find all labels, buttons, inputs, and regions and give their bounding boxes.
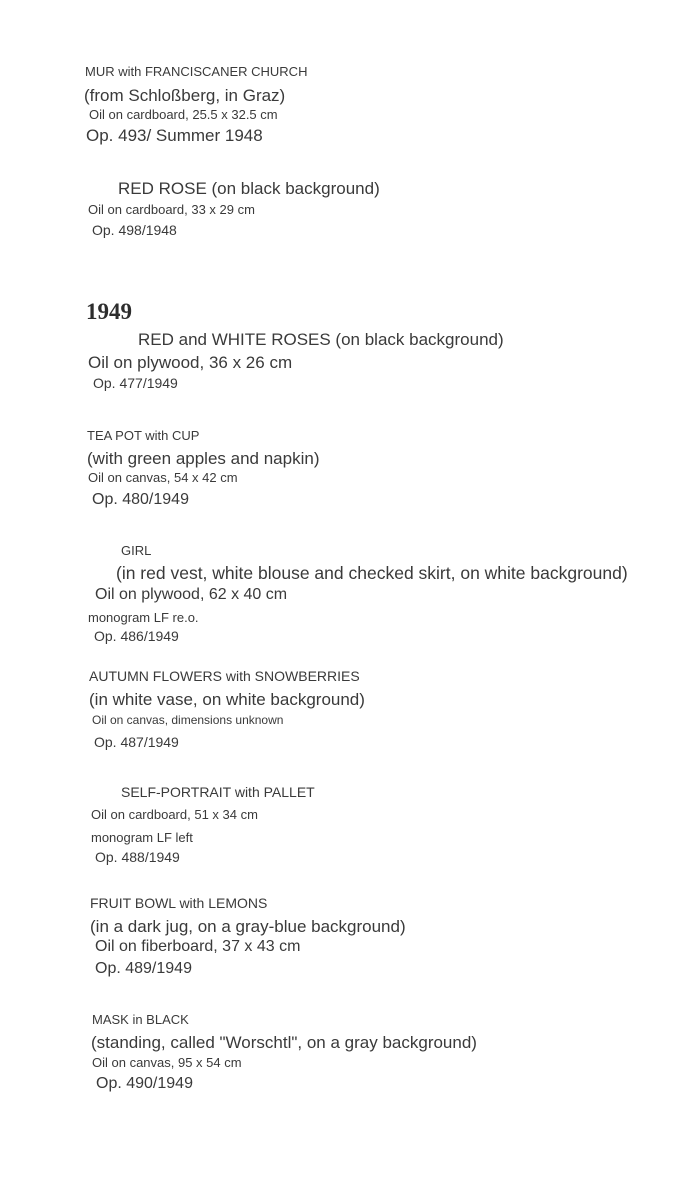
entry-7-medium: Oil on cardboard, 51 x 34 cm <box>91 807 258 822</box>
entry-9-medium: Oil on canvas, 95 x 54 cm <box>92 1055 242 1070</box>
entry-2-title: RED ROSE (on black background) <box>118 179 380 198</box>
entry-3-title: RED and WHITE ROSES (on black background) <box>138 330 504 349</box>
entry-9-title: MASK in BLACK <box>92 1012 189 1027</box>
entry-8-title: FRUIT BOWL with LEMONS <box>90 895 268 911</box>
entry-7-note: monogram LF left <box>91 830 193 845</box>
entry-4-title: TEA POT with CUP <box>87 428 200 443</box>
entry-8-subtitle: (in a dark jug, on a gray-blue background) <box>90 917 406 936</box>
entry-1-opus: Op. 493/ Summer 1948 <box>86 126 263 145</box>
entry-5-opus: Op. 486/1949 <box>94 628 179 644</box>
year-heading: 1949 <box>86 299 132 324</box>
entry-7-title: SELF-PORTRAIT with PALLET <box>121 784 315 800</box>
entry-1-title: MUR with FRANCISCANER CHURCH <box>85 64 308 79</box>
entry-1-subtitle: (from Schloßberg, in Graz) <box>84 86 286 105</box>
entry-1-medium: Oil on cardboard, 25.5 x 32.5 cm <box>89 107 278 122</box>
entry-9-opus: Op. 490/1949 <box>96 1075 193 1092</box>
entry-4-opus: Op. 480/1949 <box>92 491 189 508</box>
entry-5-title: GIRL <box>121 543 152 558</box>
entry-4-subtitle: (with green apples and napkin) <box>87 449 320 468</box>
entry-5-medium: Oil on plywood, 62 x 40 cm <box>95 586 288 603</box>
entry-2-opus: Op. 498/1948 <box>92 222 177 238</box>
entry-8-medium: Oil on fiberboard, 37 x 43 cm <box>95 938 301 955</box>
entry-7-opus: Op. 488/1949 <box>95 849 180 865</box>
entry-2-medium: Oil on cardboard, 33 x 29 cm <box>88 202 255 217</box>
entry-6-medium: Oil on canvas, dimensions unknown <box>92 713 284 727</box>
entry-5-note: monogram LF re.o. <box>88 610 199 625</box>
entry-4-medium: Oil on canvas, 54 x 42 cm <box>88 470 238 485</box>
entry-3-medium: Oil on plywood, 36 x 26 cm <box>88 353 293 372</box>
entry-6-subtitle: (in white vase, on white background) <box>89 690 365 709</box>
entry-9-subtitle: (standing, called "Worschtl", on a gray background) <box>91 1033 477 1052</box>
entry-3-opus: Op. 477/1949 <box>93 375 178 391</box>
entry-6-title: AUTUMN FLOWERS with SNOWBERRIES <box>89 668 360 684</box>
entry-6-opus: Op. 487/1949 <box>94 734 179 750</box>
entry-5-subtitle: (in red vest, white blouse and checked skirt, on white background) <box>116 563 628 583</box>
entry-8-opus: Op. 489/1949 <box>95 960 192 977</box>
